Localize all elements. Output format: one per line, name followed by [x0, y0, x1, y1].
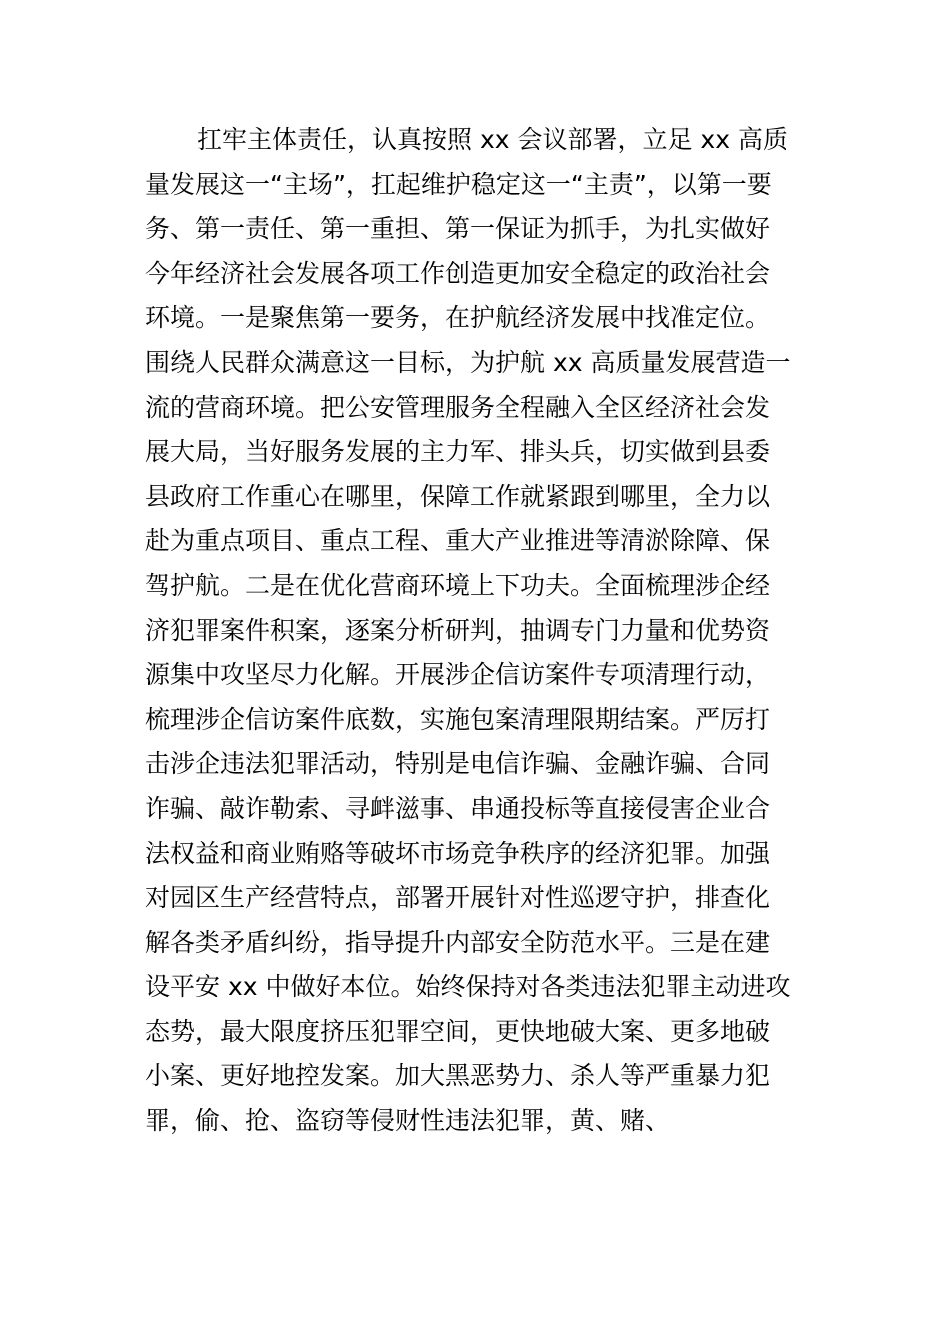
paragraph-line: 围绕人民群众满意这一目标，为护航 xx 高质量发展营造一 — [145, 347, 791, 377]
paragraph-line: 梳理涉企信访案件底数，实施包案清理限期结案。严厉打 — [145, 704, 771, 734]
paragraph-line: 展大局，当好服务发展的主力军、排头兵，切实做到县委 — [145, 437, 771, 467]
paragraph-line: 对园区生产经营特点，部署开展针对性巡逻守护，排查化 — [145, 883, 771, 913]
body-paragraph — [145, 118, 825, 1144]
paragraph-line: 小案、更好地控发案。加大黑恶势力、杀人等严重暴力犯 — [145, 1061, 771, 1091]
paragraph-line: 流的营商环境。把公安管理服务全程融入全区经济社会发 — [145, 392, 771, 422]
paragraph-line: 态势，最大限度挤压犯罪空间，更快地破大案、更多地破 — [145, 1016, 771, 1046]
paragraph-line: 解各类矛盾纠纷，指导提升内部安全防范水平。三是在建 — [145, 927, 771, 957]
paragraph-line: 击涉企违法犯罪活动，特别是电信诈骗、金融诈骗、合同 — [145, 749, 771, 779]
paragraph-line: 设平安 xx 中做好本位。始终保持对各类违法犯罪主动进攻 — [145, 972, 791, 1002]
paragraph-line: 量发展这一“主场”，扛起维护稳定这一“主责”，以第一要 — [145, 169, 772, 199]
paragraph-line: 赴为重点项目、重点工程、重大产业推进等清淤除障、保 — [145, 526, 771, 556]
paragraph-line: 源集中攻坚尽力化解。开展涉企信访案件专项清理行动， — [145, 660, 771, 690]
paragraph-line: 扛牢主体责任，认真按照 xx 会议部署，立足 xx 高质 — [197, 125, 788, 154]
paragraph-line: 诈骗、敲诈勒索、寻衅滋事、串通投标等直接侵害企业合 — [145, 793, 771, 823]
paragraph-line: 环境。一是聚焦第一要务，在护航经济发展中找准定位。 — [145, 303, 771, 333]
paragraph-line: 济犯罪案件积案，逐案分析研判，抽调专门力量和优势资 — [145, 615, 771, 645]
paragraph-line: 今年经济社会发展各项工作创造更加安全稳定的政治社会 — [145, 258, 771, 288]
paragraph-line: 务、第一责任、第一重担、第一保证为抓手，为扎实做好 — [145, 214, 771, 244]
paragraph-line: 法权益和商业贿赂等破坏市场竞争秩序的经济犯罪。加强 — [145, 838, 771, 868]
paragraph-line: 罪，偷、抢、盗窃等侵财性违法犯罪，黄、赌、 — [145, 1106, 671, 1136]
paragraph-line: 县政府工作重心在哪里，保障工作就紧跟到哪里，全力以 — [145, 481, 771, 511]
paragraph-line: 驾护航。二是在优化营商环境上下功夫。全面梳理涉企经 — [145, 570, 771, 600]
